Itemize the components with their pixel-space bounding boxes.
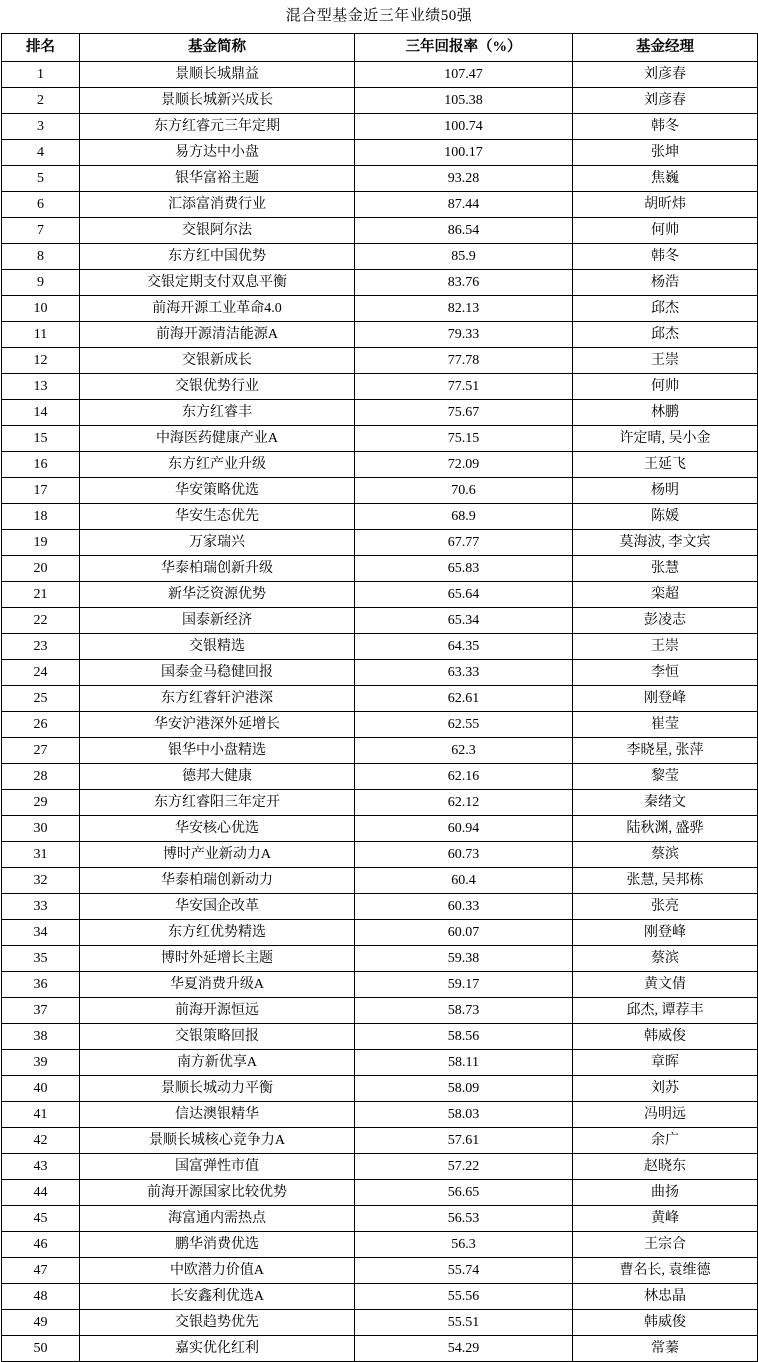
- cell-three-year-return: 68.9: [355, 504, 573, 530]
- table-row: [2, 868, 758, 894]
- cell-three-year-return: 55.56: [355, 1284, 573, 1310]
- table-row: [2, 556, 758, 582]
- cell-three-year-return: 57.61: [355, 1128, 573, 1154]
- cell-fund-name: 博时外延增长主题: [80, 946, 355, 972]
- cell-fund-manager: 张慧: [573, 556, 758, 582]
- cell-three-year-return: 56.53: [355, 1206, 573, 1232]
- cell-three-year-return: 65.64: [355, 582, 573, 608]
- cell-fund-name: 前海开源清洁能源A: [80, 322, 355, 348]
- cell-rank: 25: [2, 686, 80, 712]
- cell-three-year-return: 58.73: [355, 998, 573, 1024]
- cell-three-year-return: 58.03: [355, 1102, 573, 1128]
- cell-fund-name: 交银新成长: [80, 348, 355, 374]
- table-row: [2, 62, 758, 88]
- cell-fund-name: 鹏华消费优选: [80, 1232, 355, 1258]
- cell-rank: 18: [2, 504, 80, 530]
- cell-rank: 40: [2, 1076, 80, 1102]
- cell-three-year-return: 55.51: [355, 1310, 573, 1336]
- cell-three-year-return: 60.33: [355, 894, 573, 920]
- cell-rank: 21: [2, 582, 80, 608]
- table-row: [2, 270, 758, 296]
- table-row: [2, 530, 758, 556]
- cell-fund-name: 东方红睿丰: [80, 400, 355, 426]
- cell-fund-name: 前海开源恒远: [80, 998, 355, 1024]
- cell-fund-manager: 韩冬: [573, 244, 758, 270]
- table-row: [2, 1284, 758, 1310]
- cell-fund-name: 华安国企改革: [80, 894, 355, 920]
- table-row: [2, 452, 758, 478]
- cell-rank: 33: [2, 894, 80, 920]
- cell-fund-name: 长安鑫利优选A: [80, 1284, 355, 1310]
- cell-rank: 4: [2, 140, 80, 166]
- column-header-fund-name: 基金简称: [80, 34, 355, 62]
- cell-rank: 6: [2, 192, 80, 218]
- cell-fund-manager: 邱杰: [573, 322, 758, 348]
- table-row: [2, 1310, 758, 1336]
- cell-rank: 36: [2, 972, 80, 998]
- table-row: [2, 634, 758, 660]
- cell-three-year-return: 75.67: [355, 400, 573, 426]
- cell-rank: 47: [2, 1258, 80, 1284]
- cell-three-year-return: 82.13: [355, 296, 573, 322]
- table-row: [2, 790, 758, 816]
- cell-rank: 31: [2, 842, 80, 868]
- cell-three-year-return: 70.6: [355, 478, 573, 504]
- cell-fund-manager: 邱杰, 谭荐丰: [573, 998, 758, 1024]
- cell-three-year-return: 79.33: [355, 322, 573, 348]
- cell-three-year-return: 64.35: [355, 634, 573, 660]
- table-row: [2, 1258, 758, 1284]
- cell-rank: 3: [2, 114, 80, 140]
- cell-three-year-return: 100.17: [355, 140, 573, 166]
- cell-fund-manager: 彭凌志: [573, 608, 758, 634]
- cell-rank: 19: [2, 530, 80, 556]
- table-row: [2, 348, 758, 374]
- cell-fund-manager: 李晓星, 张萍: [573, 738, 758, 764]
- table-row: [2, 166, 758, 192]
- cell-fund-manager: 许定晴, 吴小金: [573, 426, 758, 452]
- cell-three-year-return: 77.51: [355, 374, 573, 400]
- cell-fund-name: 交银策略回报: [80, 1024, 355, 1050]
- table-row: [2, 1180, 758, 1206]
- table-row: [2, 1154, 758, 1180]
- cell-rank: 22: [2, 608, 80, 634]
- table-row: [2, 88, 758, 114]
- table-row: [2, 842, 758, 868]
- cell-fund-manager: 栾超: [573, 582, 758, 608]
- cell-rank: 44: [2, 1180, 80, 1206]
- table-row: [2, 1102, 758, 1128]
- cell-fund-manager: 曹名长, 袁维德: [573, 1258, 758, 1284]
- cell-fund-name: 德邦大健康: [80, 764, 355, 790]
- cell-rank: 1: [2, 62, 80, 88]
- cell-fund-name: 汇添富消费行业: [80, 192, 355, 218]
- cell-fund-manager: 韩冬: [573, 114, 758, 140]
- cell-fund-manager: 张坤: [573, 140, 758, 166]
- cell-fund-manager: 黄峰: [573, 1206, 758, 1232]
- table-body: [2, 62, 758, 1362]
- cell-fund-manager: 刘彦春: [573, 62, 758, 88]
- cell-three-year-return: 67.77: [355, 530, 573, 556]
- column-header-three-year-return: 三年回报率（%）: [355, 34, 573, 62]
- cell-fund-manager: 杨明: [573, 478, 758, 504]
- table-row: [2, 972, 758, 998]
- cell-three-year-return: 60.94: [355, 816, 573, 842]
- cell-fund-manager: 胡昕炜: [573, 192, 758, 218]
- table-row: [2, 660, 758, 686]
- cell-fund-name: 银华富裕主题: [80, 166, 355, 192]
- cell-fund-name: 万家瑞兴: [80, 530, 355, 556]
- cell-rank: 17: [2, 478, 80, 504]
- cell-fund-manager: 刘彦春: [573, 88, 758, 114]
- cell-fund-name: 华安核心优选: [80, 816, 355, 842]
- cell-three-year-return: 57.22: [355, 1154, 573, 1180]
- table-row: [2, 998, 758, 1024]
- cell-fund-name: 东方红中国优势: [80, 244, 355, 270]
- cell-three-year-return: 87.44: [355, 192, 573, 218]
- cell-three-year-return: 62.61: [355, 686, 573, 712]
- cell-fund-manager: 陈媛: [573, 504, 758, 530]
- table-row: [2, 582, 758, 608]
- table-row: [2, 400, 758, 426]
- cell-rank: 42: [2, 1128, 80, 1154]
- cell-three-year-return: 107.47: [355, 62, 573, 88]
- cell-rank: 10: [2, 296, 80, 322]
- cell-fund-manager: 王崇: [573, 348, 758, 374]
- cell-rank: 26: [2, 712, 80, 738]
- cell-fund-name: 华泰柏瑞创新升级: [80, 556, 355, 582]
- cell-fund-name: 南方新优享A: [80, 1050, 355, 1076]
- cell-three-year-return: 60.73: [355, 842, 573, 868]
- cell-rank: 46: [2, 1232, 80, 1258]
- cell-fund-manager: 韩威俊: [573, 1310, 758, 1336]
- cell-fund-manager: 刚登峰: [573, 686, 758, 712]
- cell-fund-manager: 张亮: [573, 894, 758, 920]
- table-row: [2, 894, 758, 920]
- cell-three-year-return: 62.55: [355, 712, 573, 738]
- table-row: [2, 1128, 758, 1154]
- table-header: [2, 34, 758, 62]
- cell-three-year-return: 75.15: [355, 426, 573, 452]
- cell-fund-manager: 章晖: [573, 1050, 758, 1076]
- cell-three-year-return: 62.16: [355, 764, 573, 790]
- cell-fund-name: 国泰新经济: [80, 608, 355, 634]
- cell-fund-name: 景顺长城新兴成长: [80, 88, 355, 114]
- cell-fund-manager: 赵晓东: [573, 1154, 758, 1180]
- cell-fund-name: 华安策略优选: [80, 478, 355, 504]
- cell-rank: 41: [2, 1102, 80, 1128]
- cell-rank: 38: [2, 1024, 80, 1050]
- cell-fund-name: 景顺长城核心竞争力A: [80, 1128, 355, 1154]
- table-row: [2, 1336, 758, 1362]
- cell-fund-name: 易方达中小盘: [80, 140, 355, 166]
- cell-rank: 24: [2, 660, 80, 686]
- cell-rank: 35: [2, 946, 80, 972]
- cell-fund-name: 东方红优势精选: [80, 920, 355, 946]
- cell-three-year-return: 62.12: [355, 790, 573, 816]
- table-row: [2, 816, 758, 842]
- cell-rank: 50: [2, 1336, 80, 1362]
- column-header-rank: 排名: [2, 34, 80, 62]
- cell-rank: 5: [2, 166, 80, 192]
- cell-three-year-return: 105.38: [355, 88, 573, 114]
- cell-fund-name: 信达澳银精华: [80, 1102, 355, 1128]
- cell-fund-name: 国富弹性市值: [80, 1154, 355, 1180]
- table-row: [2, 1232, 758, 1258]
- cell-fund-name: 华安沪港深外延增长: [80, 712, 355, 738]
- cell-fund-manager: 韩威俊: [573, 1024, 758, 1050]
- cell-fund-name: 海富通内需热点: [80, 1206, 355, 1232]
- page-title: 混合型基金近三年业绩50强: [285, 8, 473, 24]
- table-row: [2, 374, 758, 400]
- cell-fund-manager: 崔莹: [573, 712, 758, 738]
- table-row: [2, 920, 758, 946]
- column-header-fund-manager: 基金经理: [573, 34, 758, 62]
- table-row: [2, 244, 758, 270]
- cell-fund-manager: 王崇: [573, 634, 758, 660]
- cell-rank: 27: [2, 738, 80, 764]
- cell-rank: 34: [2, 920, 80, 946]
- cell-fund-manager: 李恒: [573, 660, 758, 686]
- table-row: [2, 114, 758, 140]
- cell-rank: 2: [2, 88, 80, 114]
- cell-fund-name: 东方红睿元三年定期: [80, 114, 355, 140]
- cell-fund-name: 华安生态优先: [80, 504, 355, 530]
- cell-fund-name: 交银优势行业: [80, 374, 355, 400]
- table-row: [2, 296, 758, 322]
- cell-fund-name: 国泰金马稳健回报: [80, 660, 355, 686]
- cell-fund-manager: 焦巍: [573, 166, 758, 192]
- cell-fund-name: 华夏消费升级A: [80, 972, 355, 998]
- cell-fund-name: 景顺长城动力平衡: [80, 1076, 355, 1102]
- cell-fund-manager: 冯明远: [573, 1102, 758, 1128]
- cell-fund-name: 华泰柏瑞创新动力: [80, 868, 355, 894]
- table-row: [2, 322, 758, 348]
- cell-fund-manager: 常蓁: [573, 1336, 758, 1362]
- cell-fund-manager: 陆秋渊, 盛骅: [573, 816, 758, 842]
- cell-rank: 43: [2, 1154, 80, 1180]
- table-row: [2, 426, 758, 452]
- cell-rank: 12: [2, 348, 80, 374]
- cell-rank: 20: [2, 556, 80, 582]
- cell-three-year-return: 59.38: [355, 946, 573, 972]
- cell-three-year-return: 58.09: [355, 1076, 573, 1102]
- cell-fund-manager: 林鹏: [573, 400, 758, 426]
- cell-fund-name: 新华泛资源优势: [80, 582, 355, 608]
- cell-fund-manager: 张慧, 吴邦栋: [573, 868, 758, 894]
- cell-fund-name: 交银阿尔法: [80, 218, 355, 244]
- cell-fund-name: 前海开源国家比较优势: [80, 1180, 355, 1206]
- cell-rank: 29: [2, 790, 80, 816]
- cell-fund-manager: 杨浩: [573, 270, 758, 296]
- cell-three-year-return: 56.3: [355, 1232, 573, 1258]
- cell-fund-manager: 曲扬: [573, 1180, 758, 1206]
- cell-three-year-return: 65.34: [355, 608, 573, 634]
- cell-rank: 7: [2, 218, 80, 244]
- cell-fund-manager: 邱杰: [573, 296, 758, 322]
- cell-rank: 32: [2, 868, 80, 894]
- cell-three-year-return: 72.09: [355, 452, 573, 478]
- cell-rank: 8: [2, 244, 80, 270]
- cell-rank: 49: [2, 1310, 80, 1336]
- cell-fund-name: 交银趋势优先: [80, 1310, 355, 1336]
- cell-rank: 16: [2, 452, 80, 478]
- cell-rank: 45: [2, 1206, 80, 1232]
- cell-rank: 37: [2, 998, 80, 1024]
- cell-rank: 23: [2, 634, 80, 660]
- cell-rank: 28: [2, 764, 80, 790]
- cell-three-year-return: 56.65: [355, 1180, 573, 1206]
- cell-fund-manager: 蔡滨: [573, 842, 758, 868]
- cell-fund-manager: 秦绪文: [573, 790, 758, 816]
- cell-three-year-return: 77.78: [355, 348, 573, 374]
- table-row: [2, 764, 758, 790]
- cell-fund-name: 东方红睿阳三年定开: [80, 790, 355, 816]
- cell-fund-manager: 黄文倩: [573, 972, 758, 998]
- table-row: [2, 218, 758, 244]
- table-row: [2, 608, 758, 634]
- cell-three-year-return: 85.9: [355, 244, 573, 270]
- table-row: [2, 504, 758, 530]
- table-row: [2, 1050, 758, 1076]
- cell-three-year-return: 58.11: [355, 1050, 573, 1076]
- cell-rank: 11: [2, 322, 80, 348]
- cell-rank: 14: [2, 400, 80, 426]
- cell-fund-manager: 刚登峰: [573, 920, 758, 946]
- cell-fund-manager: 刘苏: [573, 1076, 758, 1102]
- table-row: [2, 946, 758, 972]
- cell-fund-manager: 余广: [573, 1128, 758, 1154]
- cell-rank: 30: [2, 816, 80, 842]
- cell-rank: 13: [2, 374, 80, 400]
- cell-fund-manager: 黎莹: [573, 764, 758, 790]
- cell-three-year-return: 63.33: [355, 660, 573, 686]
- cell-fund-name: 交银精选: [80, 634, 355, 660]
- table-row: [2, 1206, 758, 1232]
- table-row: [2, 712, 758, 738]
- table-row: [2, 478, 758, 504]
- cell-three-year-return: 60.07: [355, 920, 573, 946]
- cell-fund-name: 前海开源工业革命4.0: [80, 296, 355, 322]
- cell-fund-manager: 王宗合: [573, 1232, 758, 1258]
- table-header-row: [2, 34, 758, 62]
- cell-fund-name: 东方红产业升级: [80, 452, 355, 478]
- cell-three-year-return: 93.28: [355, 166, 573, 192]
- cell-fund-name: 嘉实优化红利: [80, 1336, 355, 1362]
- cell-fund-name: 中海医药健康产业A: [80, 426, 355, 452]
- cell-fund-name: 东方红睿轩沪港深: [80, 686, 355, 712]
- cell-fund-manager: 莫海波, 李文宾: [573, 530, 758, 556]
- cell-fund-name: 交银定期支付双息平衡: [80, 270, 355, 296]
- cell-three-year-return: 62.3: [355, 738, 573, 764]
- table-row: [2, 140, 758, 166]
- cell-rank: 39: [2, 1050, 80, 1076]
- cell-rank: 9: [2, 270, 80, 296]
- cell-fund-manager: 林忠晶: [573, 1284, 758, 1310]
- cell-fund-name: 景顺长城鼎益: [80, 62, 355, 88]
- cell-rank: 15: [2, 426, 80, 452]
- table-row: [2, 738, 758, 764]
- cell-three-year-return: 58.56: [355, 1024, 573, 1050]
- cell-three-year-return: 54.29: [355, 1336, 573, 1362]
- table-row: [2, 686, 758, 712]
- cell-three-year-return: 59.17: [355, 972, 573, 998]
- cell-fund-name: 银华中小盘精选: [80, 738, 355, 764]
- cell-fund-manager: 王延飞: [573, 452, 758, 478]
- table-row: [2, 192, 758, 218]
- cell-rank: 48: [2, 1284, 80, 1310]
- cell-fund-manager: 蔡滨: [573, 946, 758, 972]
- cell-three-year-return: 65.83: [355, 556, 573, 582]
- cell-fund-manager: 何帅: [573, 218, 758, 244]
- cell-three-year-return: 83.76: [355, 270, 573, 296]
- table-row: [2, 1024, 758, 1050]
- cell-fund-name: 中欧潜力价值A: [80, 1258, 355, 1284]
- cell-three-year-return: 60.4: [355, 868, 573, 894]
- cell-three-year-return: 55.74: [355, 1258, 573, 1284]
- cell-fund-name: 博时产业新动力A: [80, 842, 355, 868]
- table-row: [2, 1076, 758, 1102]
- cell-fund-manager: 何帅: [573, 374, 758, 400]
- cell-three-year-return: 86.54: [355, 218, 573, 244]
- cell-three-year-return: 100.74: [355, 114, 573, 140]
- fund-performance-table: [1, 33, 758, 1362]
